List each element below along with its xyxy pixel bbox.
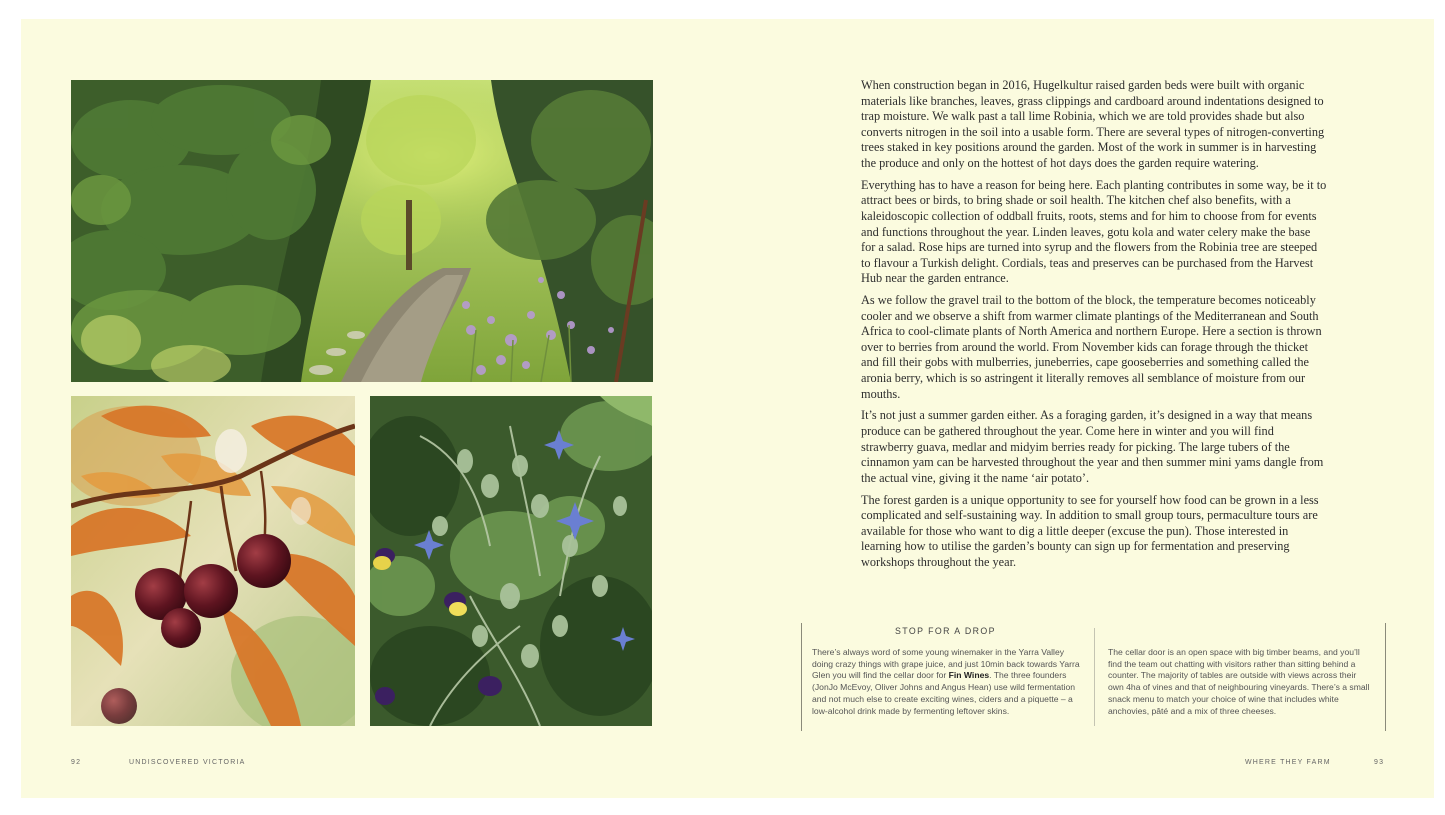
sidebar-title: STOP FOR A DROP <box>895 626 996 636</box>
column-divider <box>1094 628 1095 726</box>
paragraph: Everything has to have a reason for being here. Each planting contributes in some way, be it to attract bees or birds, to bring shade or soil health. The kitchen chef also benefits, with a kaleidoscopic collection of oddball fruits, roots, stems and for him to choose from for events and functions throughout the year. Linden leaves, gotu kola and water celery make the base for a salad. Rose hips are turned into syrup and the flowers from the Robinia tree are steeped to flavour a Turkish delight. Cordials, teas and preserves can be purchased from the Harvest Hub near the garden entrance. <box>861 177 1327 286</box>
left-page-number: 92 <box>71 759 82 766</box>
left-running-head: UNDISCOVERED VICTORIA <box>129 759 246 766</box>
stop-for-a-drop-sidebar <box>801 623 1386 731</box>
right-running-head: WHERE THEY FARM <box>1245 759 1331 766</box>
right-page-number: 93 <box>1374 759 1385 766</box>
paragraph: When construction began in 2016, Hugelkultur raised garden beds were built with organic materials like branches, leaves, grass clippings and cardboard around indentations designed to trap moisture. We walk past a tall lime Robinia, which we are told provides shade but also converts nitrogen in the soil into a usable form. There are several types of nitrogen-converting trees staked in key positions around the garden. Most of the work in summer is in harvesting the produce and only on the hottest of hot days does the garden require watering. <box>861 78 1325 170</box>
sidebar-text: There’s always word of some young winemaker in the Yarra Valley doing crazy things with grape juice, and just 10min back towards Yarra Glen you will find the cellar door for <box>812 647 1080 681</box>
plum-branch-photo <box>71 396 355 726</box>
paragraph: It’s not just a summer garden either. As a foraging garden, it’s designed in a way that means produce can be gathered throughout the year. Come here in winter and you will find strawberry guava, medlar and midyim berries ready for picking. The large tubers of the cinnamon yam can be harvested throughout the year and then summer mini yams dangle from the actual vine, giving it the name ‘air potato’. <box>861 408 1324 485</box>
winery-name: Fin Wines <box>948 670 990 681</box>
sidebar-column-left <box>812 647 1082 717</box>
sidebar-text: . The three founders (JonJo McEvoy, Oliver Johns and Angus Hean) use wild fermentation and not much else to create exciting wines, ciders and a piquette – a low-alcohol drink made by fermenting leftover skins. <box>812 670 1076 716</box>
article-body <box>861 78 1327 577</box>
paragraph: The forest garden is a unique opportunity to see for yourself how food can be grown in a less complicated and self-sustaining way. In addition to small group tours, permaculture tours are available for those who want to dig a little deeper (excuse the pun). Those interested in learning how to utilise the garden’s bounty can sign up for fermentation and preserving workshops throughout the year. <box>861 492 1319 569</box>
paragraph: As we follow the gravel trail to the bottom of the block, the temperature becomes noticeably cooler and we observe a shift from warmer climate plantings of the Mediterranean and South Africa to cool-climate plants of North America and northern Europe. Here a section is thrown over to berries from around the world. From November kids can forage through the thicket and fill their gobs with mulberries, juneberries, cape gooseberries and something called the aronia berry, which is so astringent it literally removes all semblance of moisture from our mouths. <box>861 293 1322 401</box>
sidebar-column-right: The cellar door is an open space with big timber beams, and you’ll find the team out chatting with visitors rather than sitting behind a counter. The majority of tables are outside with views across their own 4ha of vines and that of neighbouring vineyards. There’s a small snack menu to match your choice of wine that includes white anchovies, pâté and a mix of three cheeses. <box>1108 647 1370 716</box>
borage-flowers-photo <box>370 396 652 726</box>
garden-path-photo <box>71 80 653 382</box>
